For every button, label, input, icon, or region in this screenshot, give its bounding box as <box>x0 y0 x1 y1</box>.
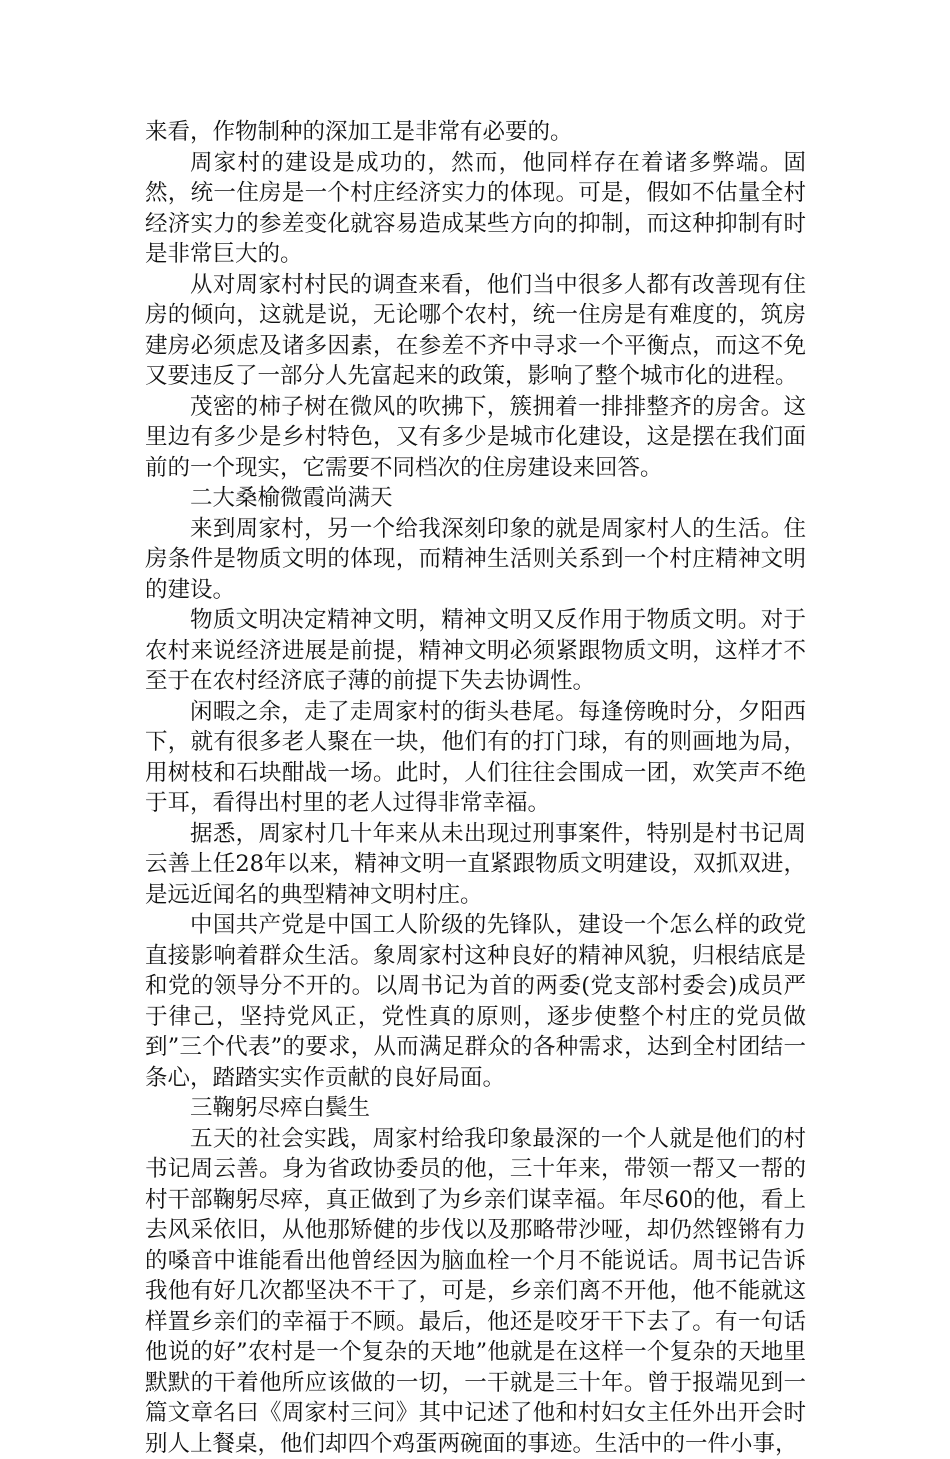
paragraph: 物质文明决定精神文明，精神文明又反作用于物质文明。对于农村来说经济进展是前提，精神文明必须紧跟物质文明，这样才不至于在农村经济底子薄的前提下失去协调性。 <box>145 605 806 697</box>
paragraph: 周家村的建设是成功的，然而，他同样存在着诸多弊端。固然，统一住房是一个村庄经济实力的体现。可是，假如不估量全村经济实力的参差变化就容易造成某些方向的抑制，而这种抑制有时是非常巨大的。 <box>145 148 806 270</box>
paragraph: 来到周家村，另一个给我深刻印象的就是周家村人的生活。住房条件是物质文明的体现，而精神生活则关系到一个村庄精神文明的建设。 <box>145 514 806 606</box>
paragraph: 据悉，周家村几十年来从未出现过刑事案件，特别是村书记周云善上任28年以来，精神文明一直紧跟物质文明建设，双抓双进，是远近闻名的典型精神文明村庄。 <box>145 819 806 911</box>
paragraph: 茂密的柿子树在微风的吹拂下，簇拥着一排排整齐的房舍。这里边有多少是乡村特色，又有多少是城市化建设，这是摆在我们面前的一个现实，它需要不同档次的住房建设来回答。 <box>145 392 806 484</box>
section-heading: 三鞠躬尽瘁白鬓生 <box>145 1093 806 1124</box>
paragraph: 五天的社会实践，周家村给我印象最深的一个人就是他们的村书记周云善。身为省政协委员的他，三十年来，带领一帮又一帮的村干部鞠躬尽瘁，真正做到了为乡亲们谋幸福。年尽60的他，看上去风采依旧，从他那矫健的步伐以及那略带沙哑，却仍然铿锵有力的嗓音中谁能看出他曾经因为脑血栓一个月不能说话。周书记告诉我他有好几次都坚决不干了，可是，乡亲们离不开他，他不能就这样置乡亲们的幸福于不顾。最后，他还是咬牙干下去了。有一句话他说的好”农村是一个复杂的天地”他就是在这样一个复杂的天地里默默的干着他所应该做的一切，一干就是三十年。曾于报端见到一篇文章名曰《周家村三问》其中记述了他和村妇女主任外出开会时别人上餐桌，他们却四个鸡蛋两碗面的事迹。生活中的一件小事， <box>145 1124 806 1459</box>
document-page <box>145 117 806 1459</box>
paragraph: 中国共产党是中国工人阶级的先锋队，建设一个怎么样的政党直接影响着群众生活。象周家村这种良好的精神风貌，归根结底是和党的领导分不开的。以周书记为首的两委(党支部村委会)成员严于律己，坚持党风正，党性真的原则，逐步使整个村庄的党员做到”三个代表”的要求，从而满足群众的各种需求，达到全村团结一条心，踏踏实实作贡献的良好局面。 <box>145 910 806 1093</box>
section-heading: 二大桑榆微霞尚满天 <box>145 483 806 514</box>
paragraph-continuation: 来看，作物制种的深加工是非常有必要的。 <box>145 117 806 148</box>
paragraph: 从对周家村村民的调查来看，他们当中很多人都有改善现有住房的倾向，这就是说，无论哪个农村，统一住房是有难度的，筑房建房必须虑及诸多因素，在参差不齐中寻求一个平衡点，而这不免又要违反了一部分人先富起来的政策，影响了整个城市化的进程。 <box>145 270 806 392</box>
paragraph: 闲暇之余，走了走周家村的街头巷尾。每逢傍晚时分，夕阳西下，就有很多老人聚在一块，他们有的打门球，有的则画地为局，用树枝和石块酣战一场。此时，人们往往会围成一团，欢笑声不绝于耳，看得出村里的老人过得非常幸福。 <box>145 697 806 819</box>
